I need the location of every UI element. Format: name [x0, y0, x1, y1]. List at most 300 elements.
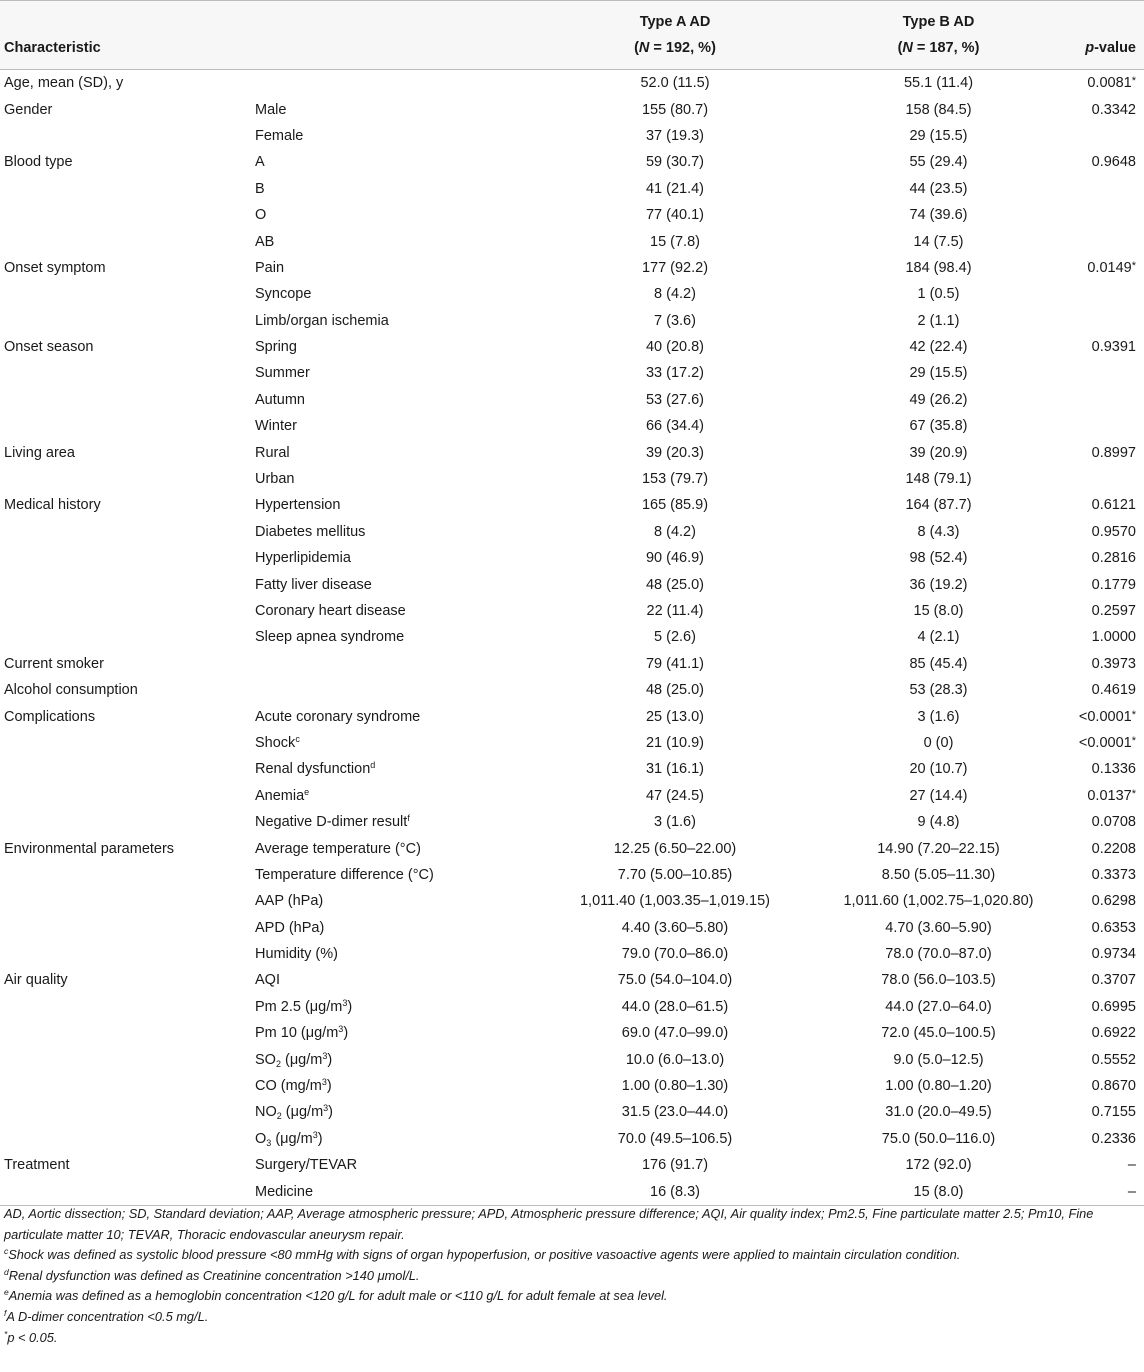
characteristic-label: Gender [4, 101, 53, 118]
subcategory-label: Pain [255, 259, 285, 276]
type-b-value: 4 (2.1) [917, 629, 960, 646]
subcategory-cell [252, 941, 537, 967]
type-a-value: 75.0 (54.0–104.0) [617, 972, 733, 989]
subcategory-label: Autumn [255, 391, 305, 408]
table-row [0, 202, 1144, 228]
subcategory-cell [252, 334, 537, 360]
type-a-value: 25 (13.0) [645, 708, 705, 725]
characteristic-cell [0, 1178, 252, 1205]
characteristic-cell [0, 862, 252, 888]
subcategory-cell [252, 545, 537, 571]
p-value: 0.8997 [1091, 444, 1136, 461]
subcategory-label-tail: ) [328, 1104, 334, 1121]
table-row [0, 334, 1144, 360]
subcategory-cell [252, 994, 537, 1020]
type-b-value: 3 (1.6) [917, 708, 960, 725]
type-b-value: 29 (15.5) [909, 365, 968, 382]
characteristic-label: Living area [4, 444, 75, 461]
table-row [0, 1099, 1144, 1125]
p-value: 0.6922 [1091, 1025, 1136, 1042]
characteristic-cell [0, 756, 252, 782]
subcategory-cell [252, 439, 537, 465]
footnote [4, 1266, 1140, 1287]
subcategory-cell [252, 360, 537, 386]
type-b-value: 0 (0) [923, 734, 954, 751]
characteristic-label: Onset symptom [4, 259, 106, 276]
characteristic-cell [0, 519, 252, 545]
subcategory-label-tail: ) [347, 998, 353, 1015]
p-value: 0.3973 [1091, 655, 1136, 672]
type-a-value: 1.00 (0.80–1.30) [621, 1078, 729, 1095]
subcategory-label: Negative D-dimer result [255, 814, 408, 831]
characteristic-cell [0, 703, 252, 729]
type-b-value: 20 (10.7) [909, 761, 968, 778]
table-row [0, 730, 1144, 756]
p-value: 0.2816 [1091, 550, 1136, 567]
table-row [0, 519, 1144, 545]
subcategory-cell [252, 756, 537, 782]
table-row [0, 967, 1144, 993]
characteristic-cell [0, 1126, 252, 1152]
type-a-value: 8 (4.2) [654, 523, 696, 540]
subcategory-label: Fatty liver disease [255, 576, 372, 593]
type-a-value: 31.5 (23.0–44.0) [621, 1104, 729, 1121]
table-row [0, 149, 1144, 175]
subcategory-cell [252, 228, 537, 254]
type-a-value: 21 (10.9) [645, 734, 705, 751]
type-a-value: 7 (3.6) [654, 312, 696, 329]
p-value: 0.7155 [1091, 1104, 1136, 1121]
table-row [0, 598, 1144, 624]
superscript: f [407, 813, 410, 824]
characteristic-cell [0, 70, 252, 97]
p-value: 1.0000 [1091, 629, 1136, 646]
table-row [0, 255, 1144, 281]
p-value: – [1127, 1157, 1136, 1174]
characteristic-cell [0, 783, 252, 809]
type-a-value: 59 (30.7) [645, 154, 705, 171]
type-a-value: 44.0 (28.0–61.5) [621, 998, 729, 1015]
table-row [0, 492, 1144, 518]
subcategory-cell [252, 1099, 537, 1125]
characteristic-cell [0, 255, 252, 281]
footnote-text: AD, Aortic dissection; SD, Standard deviation; AAP, Average atmospheric pressure; APD, Atmospheric pressure difference; AQI, Air quality index; Pm2.5, Fine particulate matter 2.5; Pm10, Fine particulate matter 10; TEVAR, Thoracic endovascular aneurysm repair. [4, 1206, 1094, 1242]
superscript: 3 [322, 1050, 328, 1061]
type-b-value: 4.70 (3.60–5.90) [885, 919, 992, 936]
type-b-value: 78.0 (56.0–103.5) [881, 972, 996, 989]
type-b-value: 74 (39.6) [909, 207, 968, 224]
subcategory-cell [252, 519, 537, 545]
header-type-a-n: (N = 192, %) [634, 40, 716, 56]
characteristic-label: Medical history [4, 497, 101, 514]
subcategory-cell [252, 176, 537, 202]
characteristic-cell [0, 281, 252, 307]
footnotes [4, 1204, 1140, 1348]
subcategory-cell [252, 1046, 537, 1072]
characteristic-cell [0, 677, 252, 703]
subcategory-label: Medicine [255, 1183, 314, 1200]
type-a-value: 1,011.40 (1,003.35–1,019.15) [579, 893, 770, 910]
p-value: 0.0708 [1091, 814, 1136, 831]
type-a-value: 4.40 (3.60–5.80) [621, 919, 729, 936]
characteristic-cell [0, 730, 252, 756]
subcategory-label: NO [255, 1104, 277, 1121]
type-b-value: 44.0 (27.0–64.0) [885, 998, 992, 1015]
table-row [0, 1126, 1144, 1152]
type-a-value: 22 (11.4) [646, 603, 704, 619]
subcategory-label: CO (mg/m [255, 1078, 322, 1095]
table-row [0, 360, 1144, 386]
type-a-value: 16 (8.3) [537, 1178, 813, 1205]
subcategory-cell [252, 1126, 537, 1152]
characteristic-cell [0, 1046, 252, 1072]
subcategory-label: Temperature difference (°C) [255, 866, 434, 883]
subcategory-cell [252, 96, 537, 122]
subcategory-label-tail: ) [317, 1130, 323, 1147]
table-row [0, 96, 1144, 122]
type-a-value: 10.0 (6.0–13.0) [625, 1051, 725, 1068]
characteristic-cell [0, 228, 252, 254]
subcategory-label-mid: (μg/m [281, 1104, 324, 1121]
subcategory-cell [252, 730, 537, 756]
characteristic-cell [0, 1152, 252, 1178]
subcategory-label: SO [255, 1051, 276, 1068]
subscript: 2 [276, 1111, 282, 1122]
p-value: 0.5552 [1091, 1051, 1136, 1068]
footnote-text: Renal dysfunction was defined as Creatinine concentration >140 μmol/L. [8, 1267, 420, 1283]
table-row [0, 228, 1144, 254]
p-value: <0.0001* [1078, 734, 1136, 751]
footnote [4, 1286, 1140, 1307]
subcategory-label: Humidity (%) [255, 946, 338, 963]
subcategory-cell [252, 1073, 537, 1099]
type-b-value: 31.0 (20.0–49.5) [885, 1104, 992, 1121]
subcategory-label: O [255, 207, 267, 224]
p-value [1064, 281, 1144, 307]
subcategory-cell [252, 598, 537, 624]
p-value: 0.0081* [1087, 75, 1136, 92]
subcategory-label: Female [255, 127, 304, 144]
type-a-value: 48 (25.0) [645, 576, 705, 593]
subcategory-cell [252, 413, 537, 439]
table-row [0, 1178, 1144, 1205]
table-row [0, 1073, 1144, 1099]
table-row [0, 677, 1144, 703]
type-b-value: 14.90 (7.20–22.15) [877, 840, 1000, 857]
superscript: d [370, 760, 376, 771]
type-a-value: 52.0 (11.5) [640, 75, 710, 92]
type-b-value: 49 (26.2) [909, 391, 968, 408]
subcategory-label: Diabetes mellitus [255, 523, 366, 540]
subcategory-cell [252, 149, 537, 175]
characteristic-cell [0, 888, 252, 914]
subcategory-label: A [255, 154, 265, 171]
table-row [0, 651, 1144, 677]
p-value: 0.9734 [1091, 946, 1136, 963]
type-b-value: 8.50 (5.05–11.30) [881, 866, 996, 883]
type-b-value: 75.0 (50.0–116.0) [881, 1130, 996, 1147]
type-a-value: 153 (79.7) [641, 471, 709, 488]
characteristic-cell [0, 1073, 252, 1099]
p-value: 0.6298 [1091, 893, 1136, 910]
table-row [0, 624, 1144, 650]
characteristic-cell [0, 123, 252, 149]
p-value [1064, 308, 1144, 334]
footnote-mark: f [4, 1307, 7, 1318]
p-value: 0.3707 [1091, 972, 1136, 989]
subcategory-label: Pm 10 (μg/m [255, 1025, 339, 1042]
type-b-value: 172 (92.0) [905, 1157, 972, 1174]
p-value [1064, 360, 1144, 386]
type-b-value: 164 (87.7) [905, 497, 972, 514]
type-b-value: 39 (20.9) [909, 444, 968, 461]
superscript: 3 [321, 1077, 327, 1088]
subcategory-cell [252, 809, 537, 835]
characteristic-cell [0, 202, 252, 228]
subcategory-label: Pm 2.5 (μg/m [255, 998, 343, 1015]
subcategory-label-mid: (μg/m [271, 1130, 313, 1147]
footnote [4, 1204, 1140, 1245]
type-b-value: 148 (79.1) [905, 471, 972, 488]
type-b-value: 15 (8.0) [813, 1178, 1064, 1205]
p-value: <0.0001* [1078, 708, 1136, 725]
table-row [0, 994, 1144, 1020]
table-row [0, 1020, 1144, 1046]
type-a-value: 12.25 (6.50–22.00) [613, 840, 737, 857]
subcategory-cell [252, 783, 537, 809]
table-row [0, 941, 1144, 967]
characteristic-cell [0, 1020, 252, 1046]
p-value [1064, 176, 1144, 202]
characteristic-label: Age, mean (SD), y [4, 75, 124, 92]
subcategory-label: Rural [255, 444, 290, 461]
type-a-value: 66 (34.4) [645, 418, 705, 435]
p-value: 0.6995 [1091, 998, 1136, 1015]
characteristic-cell [0, 941, 252, 967]
characteristic-cell [0, 334, 252, 360]
characteristic-cell [0, 413, 252, 439]
subcategory-cell [252, 466, 537, 492]
type-b-value: 44 (23.5) [909, 180, 968, 197]
characteristic-label: Blood type [4, 154, 73, 171]
p-value: 0.9391 [1091, 339, 1136, 356]
characteristic-label: Treatment [4, 1157, 70, 1174]
table-row [0, 571, 1144, 597]
characteristic-cell [0, 149, 252, 175]
subcategory-cell [252, 492, 537, 518]
subcategory-label: Hyperlipidemia [255, 550, 351, 567]
subcategory-cell [252, 967, 537, 993]
header-type-b [813, 1, 1064, 70]
subcategory-label: Spring [255, 339, 297, 356]
type-a-value: 40 (20.8) [645, 339, 705, 356]
subcategory-label: AB [255, 233, 275, 250]
subcategory-cell [252, 888, 537, 914]
type-a-value: 155 (80.7) [641, 101, 709, 118]
type-a-value: 15 (7.8) [650, 233, 700, 250]
subcategory-cell [252, 677, 537, 703]
type-b-value: 1.00 (0.80–1.20) [885, 1078, 992, 1095]
type-b-value: 67 (35.8) [909, 418, 968, 435]
characteristic-cell [0, 387, 252, 413]
type-a-value: 79.0 (70.0–86.0) [621, 946, 729, 963]
table-row [0, 439, 1144, 465]
table-row [0, 545, 1144, 571]
subcategory-label: Hypertension [255, 497, 341, 514]
type-a-value: 165 (85.9) [641, 497, 709, 514]
header-type-a [537, 1, 813, 70]
subcategory-label: Syncope [255, 286, 312, 303]
type-a-value: 33 (17.2) [645, 365, 705, 382]
subcategory-cell [252, 123, 537, 149]
type-a-value: 41 (21.4) [645, 180, 705, 197]
p-value: 0.1336 [1091, 761, 1136, 778]
subcategory-cell [252, 862, 537, 888]
characteristic-cell [0, 571, 252, 597]
superscript: c [295, 733, 300, 744]
subcategory-label: Surgery/TEVAR [255, 1157, 358, 1174]
type-b-value: 98 (52.4) [909, 550, 968, 567]
characteristic-cell [0, 176, 252, 202]
p-value: 0.3342 [1091, 101, 1136, 118]
subcategory-cell [252, 255, 537, 281]
subcategory-label: AAP (hPa) [255, 893, 324, 910]
subcategory-cell [252, 835, 537, 861]
type-b-value: 55.1 (11.4) [903, 75, 974, 92]
characteristic-label: Onset season [4, 339, 94, 356]
header-type-a-name: Type A AD [639, 14, 711, 30]
subcategory-cell [252, 281, 537, 307]
type-b-value: 158 (84.5) [905, 101, 972, 118]
footnote [4, 1307, 1140, 1328]
type-b-value: 42 (22.4) [909, 339, 968, 356]
p-value: 0.8670 [1091, 1078, 1136, 1095]
type-a-value: 39 (20.3) [645, 444, 705, 461]
type-b-value: 36 (19.2) [909, 576, 968, 593]
p-value [1064, 413, 1144, 439]
type-b-value: 27 (14.4) [909, 787, 968, 804]
subcategory-cell [252, 915, 537, 941]
table-row [0, 783, 1144, 809]
table-row [0, 888, 1144, 914]
type-b-value: 9.0 (5.0–12.5) [893, 1051, 984, 1068]
subcategory-cell [252, 70, 537, 97]
type-b-value: 2 (1.1) [917, 312, 960, 329]
p-value [1064, 202, 1144, 228]
table-row [0, 387, 1144, 413]
p-value: 0.3373 [1091, 866, 1136, 883]
table-row [0, 862, 1144, 888]
p-value: 0.2336 [1091, 1130, 1136, 1147]
p-value [1064, 123, 1144, 149]
type-b-value: 1,011.60 (1,002.75–1,020.80) [843, 893, 1034, 910]
table-row [0, 466, 1144, 492]
header-characteristic: Characteristic [0, 1, 252, 70]
type-b-value: 14 (7.5) [913, 233, 964, 250]
type-b-value: 1 (0.5) [917, 286, 960, 303]
type-b-value: 9 (4.8) [917, 814, 960, 831]
characteristic-cell [0, 466, 252, 492]
type-a-value: 3 (1.6) [654, 814, 696, 831]
footnote-mark: d [4, 1266, 9, 1277]
header-type-b-name: Type B AD [902, 14, 975, 30]
subcategory-label: O [255, 1130, 267, 1147]
type-a-value: 70.0 (49.5–106.5) [617, 1130, 733, 1147]
type-a-value: 177 (92.2) [641, 259, 709, 276]
characteristic-cell [0, 1099, 252, 1125]
p-value: 0.4619 [1091, 682, 1136, 699]
footnote [4, 1245, 1140, 1266]
table-row [0, 176, 1144, 202]
subcategory-cell [252, 1178, 537, 1205]
subcategory-label-tail: ) [327, 1051, 333, 1068]
table-row [0, 308, 1144, 334]
subcategory-label: Average temperature (°C) [255, 840, 421, 857]
type-a-value: 53 (27.6) [645, 391, 705, 408]
header-pvalue: p-value [1064, 1, 1144, 70]
characteristic-label: Alcohol consumption [4, 682, 138, 699]
table-row [0, 1046, 1144, 1072]
subcategory-label: Winter [255, 418, 297, 435]
p-value: 0.1779 [1091, 576, 1136, 593]
footnote-mark: e [4, 1287, 9, 1298]
characteristic-label: Air quality [4, 972, 68, 989]
characteristic-label: Complications [4, 708, 96, 725]
type-b-value: 29 (15.5) [909, 127, 968, 144]
subcategory-label: Limb/organ ischemia [255, 312, 389, 329]
table-header-row [0, 1, 1144, 70]
table-row [0, 413, 1144, 439]
subcategory-cell [252, 1020, 537, 1046]
table-row [0, 281, 1144, 307]
characteristic-cell [0, 967, 252, 993]
subcategory-label: Anemia [255, 787, 305, 804]
table-body [0, 70, 1144, 1206]
footnote-text: Shock was defined as systolic blood pressure <80 mmHg with signs of organ hypoperfusion, or positive vasoactive agents were applied to maintain circulation condition. [8, 1247, 961, 1263]
p-value: 0.2597 [1091, 603, 1136, 619]
characteristic-cell [0, 835, 252, 861]
type-b-value: 55 (29.4) [909, 154, 968, 171]
type-a-value: 79 (41.1) [645, 655, 705, 672]
p-value: 0.0149* [1087, 259, 1136, 276]
subcategory-label: Renal dysfunction [255, 761, 371, 778]
characteristic-cell [0, 651, 252, 677]
characteristic-label: Environmental parameters [4, 840, 175, 857]
table-row [0, 70, 1144, 97]
characteristic-cell [0, 308, 252, 334]
characteristic-cell [0, 492, 252, 518]
footnote-text: p < 0.05. [7, 1329, 58, 1345]
subcategory-label: Sleep apnea syndrome [255, 629, 405, 646]
type-a-value: 69.0 (47.0–99.0) [621, 1025, 729, 1042]
characteristic-cell [0, 96, 252, 122]
type-b-value: 72.0 (45.0–100.5) [881, 1025, 996, 1042]
subcategory-label: Male [255, 101, 287, 118]
p-value: 0.6353 [1091, 919, 1136, 936]
p-value: 0.9570 [1091, 523, 1136, 540]
type-a-value: 77 (40.1) [645, 207, 705, 224]
p-value [1064, 228, 1144, 254]
footnote-text: Anemia was defined as a hemoglobin concentration <120 g/L for adult male or <110 g/L for adult female at sea level. [8, 1288, 668, 1304]
subcategory-cell [252, 571, 537, 597]
type-b-value: 53 (28.3) [909, 682, 968, 699]
p-value [1064, 466, 1144, 492]
type-a-value: 8 (4.2) [654, 286, 696, 303]
footnote [4, 1328, 1140, 1349]
subcategory-label-mid: (μg/m [280, 1051, 323, 1068]
p-value [1064, 387, 1144, 413]
superscript: 3 [342, 997, 348, 1008]
